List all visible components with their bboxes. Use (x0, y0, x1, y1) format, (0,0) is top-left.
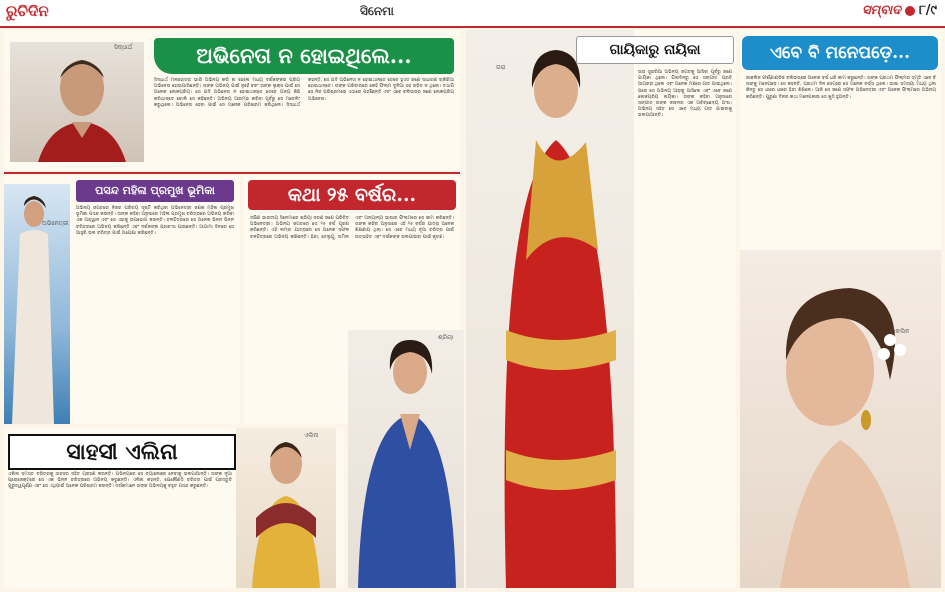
memories-body: ଜାକଲିନ ଫର୍ଣ୍ଣାଣ୍ଡିଜ ବଲିଉଡ୍‌ରେ ଅନେକ ବର୍ଷ ଧରି କାମ କରୁଛନ୍ତି। ତାଙ୍କ ପ୍ରଥମ ଫିଲ୍ମର ସ୍ମୃତି ଏବେ ବି ତାଙ୍କୁ ମନେପଡ଼େ। ସେ କହନ୍ତି, ପ୍ରଥମ ଦିନ ସେଟ୍‌ରେ ସେ ଅନେକ ନର୍ଭସ ଥିଲେ। ଭାଷା ସମସ୍ୟା ମଧ୍ୟ ଥିଲା କିନ୍ତୁ ସେ ଧୀରେ ଧୀରେ ହିନ୍ଦୀ ଶିଖିଲେ। ଆଜି ସେ ଜଣେ ସଫଳ ଅଭିନେତ୍ରୀ ଏବଂ ଅନେକ ଫିଲ୍ମରେ ଅଭିନୟ କରିଛନ୍ତି। ପୁରୁଣା ଦିନର କଥା ମନେପକାଇ ସେ ଖୁସି ହୁଅନ୍ତି। (746, 76, 936, 100)
actor-photo-caption: ସିଦ୍ଧାର୍ଥ (114, 44, 132, 51)
25-years-headline: କଥା ୨୫ ବର୍ଷର... (248, 180, 456, 210)
shriya-photo-caption: ଶ୍ରିୟା (438, 334, 454, 341)
elina-headline: ସାହସୀ ଏଲିନା (8, 434, 236, 470)
jacqueline-photo (740, 250, 941, 588)
story-memories (740, 30, 941, 588)
singer-heroine-headline: ଗାୟିକାରୁ ନାୟିକା (576, 36, 734, 64)
actor-photo (10, 42, 144, 162)
section-name: ସିନେମା (360, 4, 394, 18)
section-divider (4, 172, 460, 174)
story-female-lead (4, 176, 240, 424)
jacqueline-portrait-icon (740, 250, 941, 588)
memories-headline: ଏବେ ବି ମନେପଡ଼େ... (742, 36, 938, 70)
elina-photo (236, 428, 336, 588)
female-lead-headline: ପସନ୍ଦ ମହିଳା ପ୍ରମୁଖ ଭୂମିକା (76, 180, 234, 202)
elina-body: ଏଲିନା ସମସ୍ତ ଚରିତ୍ରକୁ ସାହସର ସହିତ ଗ୍ରହଣ କରନ୍ତି। ଅଭିନୟରେ ସେ ଚ୍ୟାଲେଞ୍ଜ ନେବାକୁ ଭଲପାଆନ୍ତି। ତାଙ୍କ ନୂଆ ପ୍ରୋଜେକ୍ଟରେ ସେ ଏକ ଭିନ୍ନ ଚରିତ୍ରରେ ଅଭିନୟ କରୁଛନ୍ତି। ଏଲିନା କହନ୍ତି, ଯେକୌଣସି ଚରିତ୍ର ପାଇଁ ପ୍ରସ୍ତୁତି ଗୁରୁତ୍ୱପୂର୍ଣ୍ଣ ଏବଂ ସେ ଏଥିପାଇଁ ଅନେକ ପରିଶ୍ରମ କରନ୍ତି। ଦର୍ଶକମାନେ ତାଙ୍କ ଅଭିନୟକୁ ବହୁତ ପସନ୍ଦ କରୁଛନ୍ତି। (8, 472, 232, 490)
elina-photo-caption: ଏଲିନା (304, 432, 319, 439)
actor-portrait-icon (10, 42, 144, 162)
page-number: ୮/୯ (919, 3, 937, 18)
shriya-photo (348, 330, 464, 588)
jacqueline-photo-caption: ଜାକଲିନ (890, 328, 910, 335)
story-actor (4, 30, 460, 170)
tara-photo (466, 30, 634, 588)
female-lead-body: ଅଭିନୟ ଜଗତରେ ନିଜର ପରିଚୟ ସୃଷ୍ଟି କରିଥିବା ଅଭିନେତ୍ରୀ ଜଣକ ମହିଳା ପ୍ରମୁଖ ଭୂମିକା ପସନ୍ଦ କରନ୍ତି। ତାଙ୍କ କହିବା ଅନୁସାରେ ମହିଳା ପ୍ରମୁଖ ଚରିତ୍ରରେ ଅଭିନୟ କରିବା ଏକ ଆହ୍ୱାନ ଏବଂ ସେ ଏହାକୁ ଉପଭୋଗ କରନ୍ତି। ଚଳଚ୍ଚିତ୍ରରେ ସେ ଅନେକ ଭିନ୍ନ ଭିନ୍ନ ଚରିତ୍ରରେ ଅଭିନୟ କରିଛନ୍ତି ଏବଂ ଦର୍ଶକଙ୍କ ପ୍ରଶଂସା ପାଇଛନ୍ତି। ଆଗାମୀ ଦିନରେ ସେ ଆହୁରି ଭଲ ଚରିତ୍ର ପାଇଁ ଅପେକ୍ଷା କରିଛନ୍ତି। (76, 206, 234, 236)
section-logo: ରୁଚିଦିନ (6, 2, 49, 20)
singer-heroine-body: ତାରା ସୁତାରିଆ ଅଭିନୟ ଜଗତକୁ ଆସିବା ପୂର୍ବରୁ ଜଣେ ଗାୟିକା ଥିଲେ। ପିଲାଦିନରୁ ସେ ସଙ୍ଗୀତ ପ୍ରତି ଆଗ୍ରହୀ ଥିଲେ ଏବଂ ଅନେକ ମଞ୍ଚରେ ଗୀତ ଗାଇଥିଲେ। ପରେ ସେ ଅଭିନୟ ଆଡ଼କୁ ଆସିଲେ ଏବଂ ଏବେ ଜଣେ ଲୋକପ୍ରିୟ ନାୟିକା। ତାଙ୍କ କହିବା ଅନୁସାରେ ସଙ୍ଗୀତ ତାଙ୍କ ଜୀବନର ଏକ ଅବିଚ୍ଛେଦ୍ୟ ଅଂଶ। ଅଭିନୟ ସହିତ ସେ ଏବେ ମଧ୍ୟ ଗୀତ ଗାଇବାକୁ ଭଲପାଆନ୍ତି। (638, 70, 732, 119)
page-header (0, 0, 945, 28)
story-elina (4, 428, 344, 588)
page-info (862, 3, 937, 18)
elina-figure-icon (236, 428, 336, 588)
brand-name: ସମ୍ବାଦ (862, 3, 901, 18)
brand-dot-icon (905, 6, 915, 16)
actress-photo-caption: ଅଭିନେତ୍ରୀ (42, 220, 69, 227)
tara-saree-icon (466, 30, 634, 588)
tara-photo-caption: ତାରା (496, 64, 506, 71)
actor-body: ସିଦ୍ଧାର୍ଥ ମଲହୋତ୍ରା ଭାରି ଅଭିନୟ କରି ନା ହେଲେ ମଧ୍ୟ ଦର୍ଶକଙ୍କର ପ୍ରିୟ ଅଭିନେତା ହୋଇପାରିଛନ୍ତି। ତାଙ୍କ ଅଭିନୟ ପାଇଁ ନୁହେଁ ବରଂ ତାଙ୍କ ଲୁକ୍ସ ପାଇଁ ସେ ଅନେକ ଲୋକପ୍ରିୟ। ସେ ଯଦି ଅଭିନେତା ନ ହୋଇଥାନ୍ତେ ତେବେ ଅନ୍ୟ କିଛି କରିଥାନ୍ତେ ବୋଲି ସେ କହିଛନ୍ତି। ଅଭିନୟ ଆରମ୍ଭ କରିବା ପୂର୍ବରୁ ସେ ମଡେଲିଂ କରୁଥିଲେ। ଅଭିନେତା ହେବା ପାଇଁ ସେ ଅନେକ ପରିଶ୍ରମ କରିଥିଲେ। ସିଦ୍ଧାର୍ଥ କହନ୍ତି, ସେ ଯଦି ଅଭିନେତା ନ ହୋଇଥାନ୍ତେ ତେବେ ହୁଏତ ଜଣେ ସାଧାରଣ ଚାକିରିଆ ହୋଇଥାନ୍ତେ। ତାଙ୍କ ପରିବାରରେ କେହି ଫିଲ୍ମ ଦୁନିଆ ସହ ଜଡ଼ିତ ନ ଥିଲେ। ତଥାପି ସେ ନିଜ ପରିଶ୍ରମରେ ଏଠାରେ ପହଞ୍ଚିଛନ୍ତି ଏବଂ ଏବେ ବଲିଉଡ୍‌ର ଜଣେ ଲୋକପ୍ରିୟ ଅଭିନେତା। (154, 78, 454, 108)
actor-headline: ଅଭିନେତା ନ ହୋଇଥିଲେ... (154, 38, 454, 74)
shriya-figure-icon (348, 330, 464, 588)
25-years-body: ଦକ୍ଷିଣ ଭାରତୀୟ ସିନେମାରେ ଶ୍ରିୟା ସରଣ ଜଣେ ପରିଚିତ ଅଭିନେତ୍ରୀ। ଅଭିନୟ ଜଗତରେ ସେ ୨୫ ବର୍ଷ ପୂରଣ କରିଛନ୍ତି। ଏହି ଲମ୍ବା ଯାତ୍ରାରେ ସେ ଅନେକ ସଫଳ ଚଳଚ୍ଚିତ୍ରରେ ଅଭିନୟ କରିଛନ୍ତି। ହିନ୍ଦୀ, ତେଲୁଗୁ, ତାମିଲ ଏବଂ ଅନ୍ୟାନ୍ୟ ଭାଷାର ଫିଲ୍ମରେ ସେ କାମ କରିଛନ୍ତି। ତାଙ୍କ କହିବା ଅନୁସାରେ ଏହି ୨୫ ବର୍ଷର ଯାତ୍ରା ଅନେକ ଶିକ୍ଷଣୀୟ ଥିଲା। ସେ ଏବେ ମଧ୍ୟ ନୂଆ ଚରିତ୍ର ପାଇଁ ଉତ୍ସାହିତ ଏବଂ ଦର୍ଶକଙ୍କ ଭଲପାଇବା ପାଇଁ କୃତଜ୍ଞ। (250, 216, 454, 240)
story-singer-heroine (466, 30, 736, 588)
